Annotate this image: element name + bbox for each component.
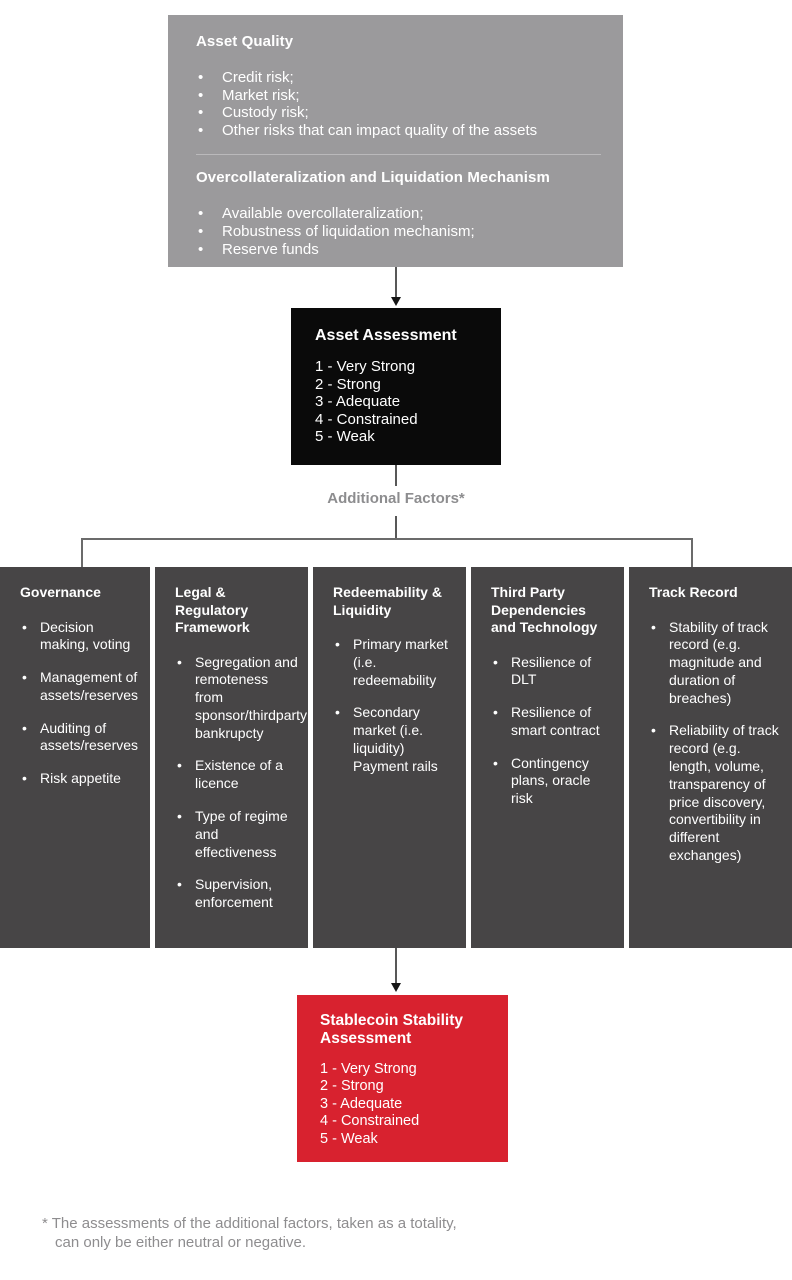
bullet-item: • Credit risk;	[196, 69, 601, 87]
factor-columns	[0, 567, 792, 948]
overcollateralization-title: Overcollateralization and Liquidation Mechanism	[196, 169, 550, 187]
connector-line	[395, 948, 397, 985]
bullet-item: • Resilience of DLT	[491, 654, 614, 690]
bullet-item: • Type of regime and effectiveness	[175, 808, 298, 861]
arrow-down-icon	[391, 983, 401, 992]
column-title: Governance	[20, 584, 101, 600]
bullet-item: • Risk appetite	[20, 770, 140, 788]
connector-line	[395, 465, 397, 486]
column-redeemability-liquidity	[313, 567, 466, 948]
bullet-item: • Secondary market (i.e. liquidity) Payment rails	[333, 704, 456, 775]
bullet-item: • Supervision, enforcement	[175, 876, 298, 912]
scale-item: 1 - Very Strong	[320, 1061, 417, 1077]
connector-line	[691, 538, 693, 567]
column-list	[649, 619, 782, 865]
bullet-item: • Custody risk;	[196, 104, 601, 122]
stability-scale	[320, 1061, 496, 1148]
assessment-scale	[315, 358, 491, 446]
asset-quality-list	[196, 69, 601, 139]
bullet-item: • Robustness of liquidation mechanism;	[196, 223, 601, 241]
column-legal-regulatory	[155, 567, 308, 948]
scale-item: 2 - Strong	[320, 1078, 384, 1095]
bullet-item: • Available overcollateralization;	[196, 205, 601, 223]
overcollateralization-list	[196, 205, 601, 258]
column-title: Legal & Regulatory Framework	[175, 584, 250, 635]
arrow-down-icon	[391, 297, 401, 306]
bullet-item: • Primary market (i.e. redeemability	[333, 636, 456, 689]
connector-line	[395, 267, 397, 299]
asset-inputs-box	[168, 15, 623, 267]
column-track-record	[629, 567, 792, 948]
bullet-item: • Segregation and remoteness from sponsor/thirdparty bankrupcty	[175, 654, 298, 743]
footnote: * The assessments of the additional factors, taken as a totality, can only be either neutral or negative.	[42, 1215, 457, 1251]
bullet-item: • Decision making, voting	[20, 619, 140, 655]
connector-rail	[81, 538, 692, 540]
bullet-item: • Management of assets/reserves	[20, 669, 140, 705]
additional-factors-label: Additional Factors*	[327, 490, 465, 507]
bullet-item: • Resilience of smart contract	[491, 704, 614, 740]
bullet-item: • Auditing of assets/reserves	[20, 720, 140, 756]
stablecoin-stability-box	[297, 995, 508, 1162]
scale-item: 4 - Constrained	[315, 410, 418, 428]
column-title: Redeemability & Liquidity	[333, 584, 442, 618]
scale-item: 5 - Weak	[320, 1130, 378, 1147]
asset-quality-title: Asset Quality	[196, 33, 294, 50]
connector-line	[395, 516, 397, 538]
column-title: Third Party Dependencies and Technology	[491, 584, 598, 635]
column-governance	[0, 567, 150, 948]
column-title: Track Record	[649, 584, 738, 600]
bullet-item: • Market risk;	[196, 87, 601, 105]
bullet-item: • Stability of track record (e.g. magnitude and duration of breaches)	[649, 619, 782, 708]
asset-assessment-box	[291, 308, 501, 465]
section-divider	[196, 154, 601, 155]
bullet-item: • Reliability of track record (e.g. length, volume, transparency of price discovery, convertibility in different exchanges)	[649, 722, 782, 864]
scale-item: 4 - Constrained	[320, 1113, 420, 1130]
column-list	[175, 653, 308, 913]
asset-assessment-title: Asset Assessment	[315, 327, 457, 344]
scale-item: 1 - Very Strong	[315, 358, 416, 375]
bullet-item: • Reserve funds	[196, 241, 601, 259]
scale-item: 3 - Adequate	[320, 1095, 403, 1112]
column-list	[333, 636, 456, 776]
bullet-item: • Contingency plans, oracle risk	[491, 755, 614, 808]
connector-line	[81, 538, 83, 567]
scale-item: 5 - Weak	[315, 428, 375, 446]
scale-item: 2 - Strong	[315, 375, 381, 393]
column-third-party-technology	[471, 567, 624, 948]
column-list	[20, 619, 140, 789]
bullet-item: • Other risks that can impact quality of the assets	[196, 122, 601, 140]
scale-item: 3 - Adequate	[315, 393, 401, 411]
stablecoin-stability-title: Stablecoin Stability Assessment	[320, 1012, 463, 1047]
bullet-item: • Existence of a licence	[175, 757, 298, 793]
column-list	[491, 654, 614, 809]
